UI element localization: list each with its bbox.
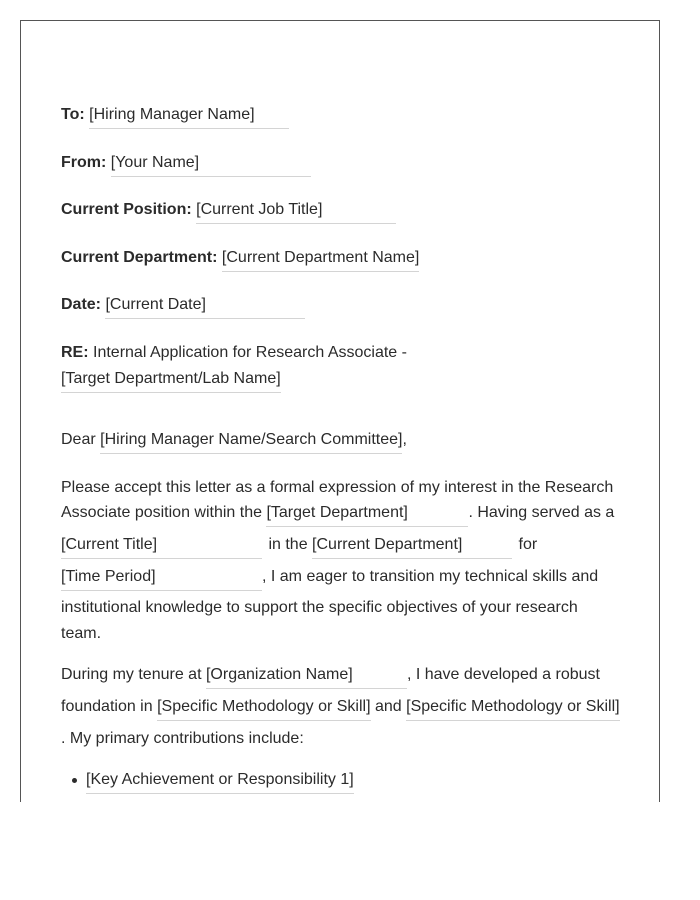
salutation-suffix: , xyxy=(402,431,407,448)
salutation-name-field[interactable]: [Hiring Manager Name/Search Committee] xyxy=(100,430,402,454)
para1-line3 xyxy=(61,535,537,559)
bullet-icon xyxy=(72,778,77,783)
position-label: Current Position: xyxy=(61,201,192,218)
para2-line1 xyxy=(61,665,600,689)
organization-field[interactable]: [Organization Name] xyxy=(206,665,407,689)
re-row-2 xyxy=(61,369,281,393)
current-title-field[interactable]: [Current Title] xyxy=(61,535,262,559)
salutation-prefix: Dear xyxy=(61,431,96,448)
from-row xyxy=(61,153,311,177)
from-label: From: xyxy=(61,154,107,171)
position-row xyxy=(61,200,396,224)
date-row xyxy=(61,295,305,319)
re-field[interactable]: [Target Department/Lab Name] xyxy=(61,369,281,393)
salutation xyxy=(61,430,407,454)
para1-line4-suffix: , I am eager to transition my technical skills and xyxy=(262,568,599,585)
position-field[interactable]: [Current Job Title] xyxy=(196,200,396,224)
para1-line2-prefix: Associate position within the xyxy=(61,504,262,521)
current-department-field[interactable]: [Current Department] xyxy=(312,535,512,559)
from-field[interactable]: [Your Name] xyxy=(111,153,311,177)
para1-line4 xyxy=(61,567,598,591)
letter-page xyxy=(20,20,660,802)
time-period-field[interactable]: [Time Period] xyxy=(61,567,262,591)
date-label: Date: xyxy=(61,296,102,313)
list-item xyxy=(86,770,354,794)
re-label: RE: xyxy=(61,344,89,361)
and-text: and xyxy=(374,698,402,715)
para1-line6: team. xyxy=(61,625,102,642)
department-field[interactable]: [Current Department Name] xyxy=(222,248,419,272)
department-row xyxy=(61,248,419,272)
para2-line3: . My primary contributions include: xyxy=(61,730,304,747)
to-row xyxy=(61,105,289,129)
re-text: Internal Application for Research Associate - xyxy=(93,344,407,361)
to-label: To: xyxy=(61,106,85,123)
para1-line5: institutional knowledge to support the specific objectives of your research xyxy=(61,599,578,616)
to-field[interactable]: [Hiring Manager Name] xyxy=(89,105,289,129)
skill2-field[interactable]: [Specific Methodology or Skill] xyxy=(406,697,619,721)
para2-line1-prefix: During my tenure at xyxy=(61,666,202,683)
skill1-field[interactable]: [Specific Methodology or Skill] xyxy=(157,697,370,721)
para2-line2-prefix: foundation in xyxy=(61,698,153,715)
para1-line1: Please accept this letter as a formal expression of my interest in the Research xyxy=(61,479,614,496)
para2-line2 xyxy=(61,697,620,721)
achievement-field[interactable]: [Key Achievement or Responsibility 1] xyxy=(86,770,354,794)
date-field[interactable]: [Current Date] xyxy=(105,295,305,319)
department-label: Current Department: xyxy=(61,249,218,266)
target-department-field[interactable]: [Target Department] xyxy=(266,503,468,527)
for-text: for xyxy=(518,536,538,553)
para1-line2 xyxy=(61,503,614,527)
re-row xyxy=(61,343,407,363)
para1-line2-suffix: . Having served as a xyxy=(468,504,615,521)
in-the-text: in the xyxy=(268,536,308,553)
para2-line1-suffix: , I have developed a robust xyxy=(406,666,600,683)
